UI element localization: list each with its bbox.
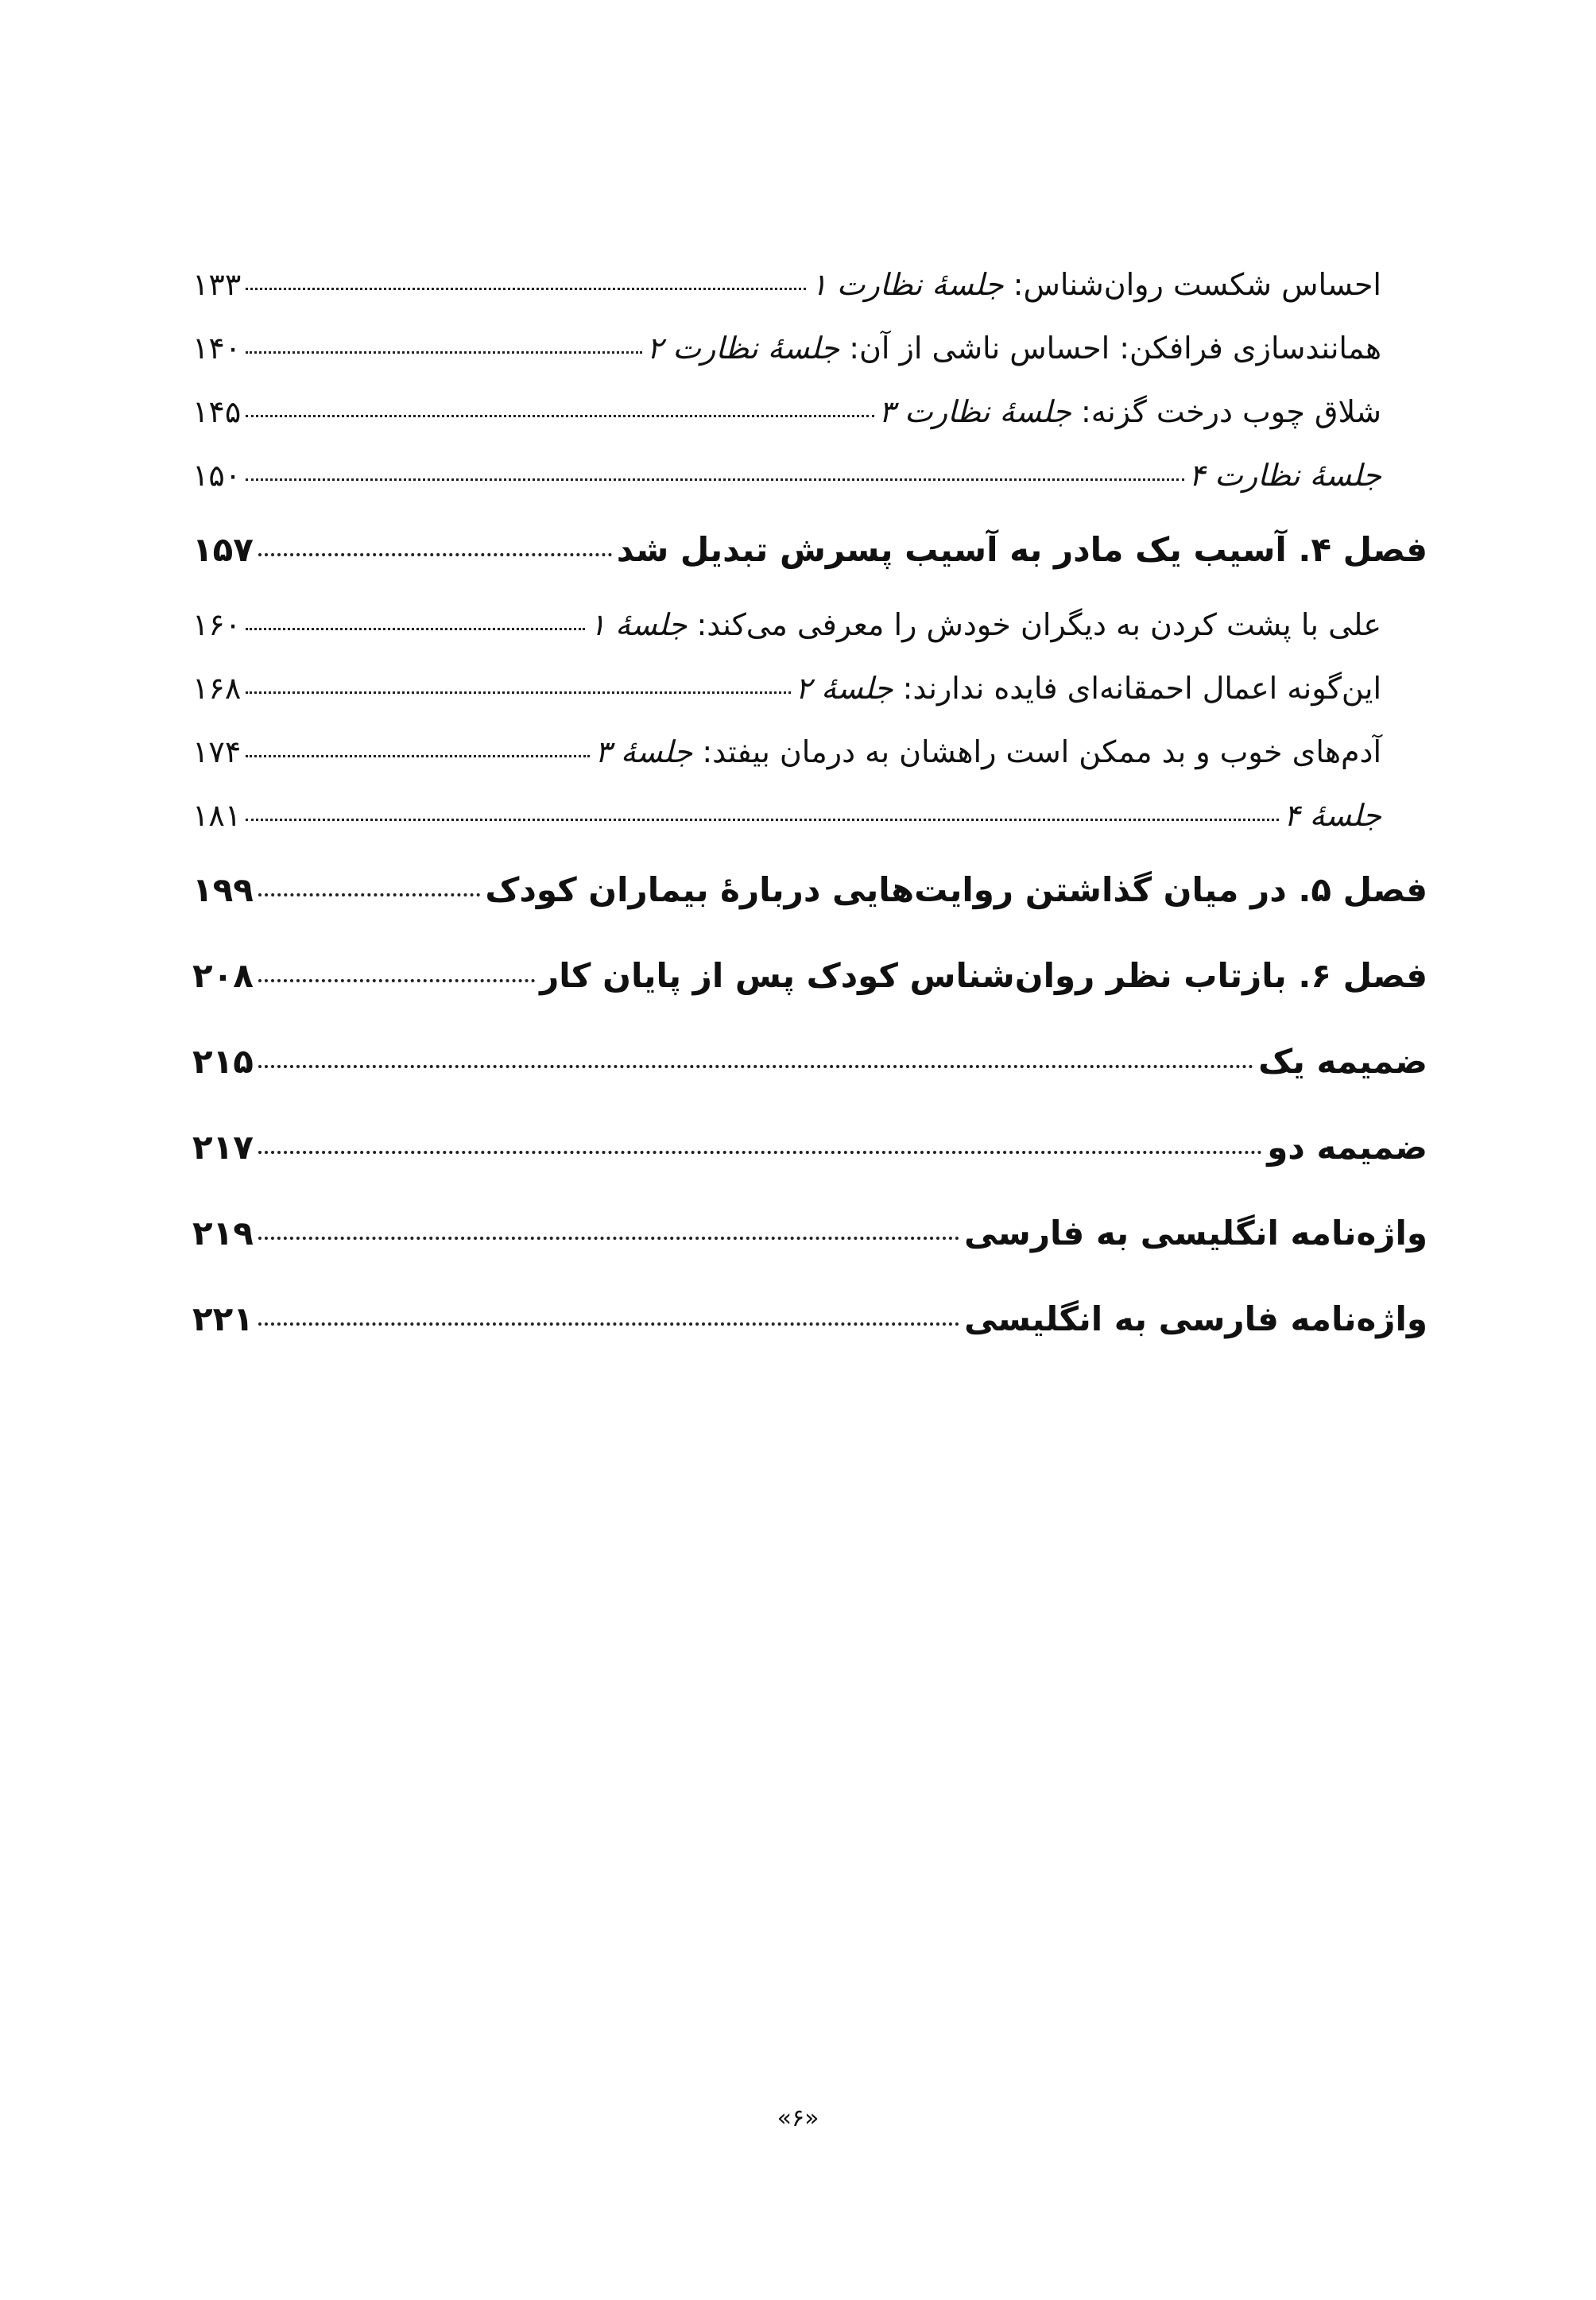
toc-leader-dots bbox=[258, 979, 535, 982]
toc-entry-title: شلاق چوب درخت گزنه: جلسهٔ نظارت ۳ bbox=[878, 394, 1381, 429]
toc-page-number: ۲۱۷ bbox=[192, 1128, 254, 1167]
toc-entry-session[interactable] bbox=[192, 443, 1427, 507]
toc-entry-title: واژه‌نامه فارسی به انگلیسی bbox=[964, 1299, 1427, 1338]
toc-entry-session[interactable] bbox=[192, 656, 1427, 720]
toc-leader-dots bbox=[246, 478, 1183, 481]
toc-page-number: ۱۹۹ bbox=[192, 870, 254, 909]
toc-entry-session[interactable] bbox=[192, 316, 1427, 380]
toc-page-number: ۱۴۵ bbox=[192, 394, 242, 429]
toc-page-number: ۲۰۸ bbox=[192, 956, 254, 995]
toc-entry-chapter-6[interactable] bbox=[192, 933, 1427, 1019]
toc-entry-session[interactable] bbox=[192, 380, 1427, 443]
toc-entry-title: فصل ۵. در میان گذاشتن روایت‌هایی دربارهٔ بیماران کودک bbox=[485, 870, 1427, 909]
toc-entry-title: آدم‌های خوب و بد ممکن است راهشان به درمان بیفتد: جلسهٔ ۳ bbox=[595, 734, 1381, 769]
toc-entry-appendix-2[interactable] bbox=[192, 1105, 1427, 1191]
toc-page-number: ۱۷۴ bbox=[192, 734, 242, 769]
toc-page-number: ۲۲۱ bbox=[192, 1299, 254, 1338]
toc-entry-title: ضمیمه دو bbox=[1267, 1128, 1427, 1167]
toc-entry-title: علی با پشت کردن به دیگران خودش را معرفی می‌کند: جلسهٔ ۱ bbox=[589, 607, 1381, 642]
toc-leader-dots bbox=[258, 1237, 959, 1240]
toc-page-number: ۱۵۷ bbox=[192, 530, 254, 569]
toc-page-number: ۱۸۱ bbox=[192, 798, 242, 833]
toc-leader-dots bbox=[258, 553, 612, 556]
toc-entry-title: همانندسازی فرافکن: احساس ناشی از آن: جلسهٔ نظارت ۲ bbox=[646, 331, 1381, 366]
toc-leader-dots bbox=[258, 1065, 1253, 1068]
toc-entry-session[interactable] bbox=[192, 720, 1427, 784]
toc-leader-dots bbox=[246, 628, 584, 630]
toc-entry-title: ضمیمه یک bbox=[1258, 1042, 1427, 1081]
toc-entry-title: فصل ۴. آسیب یک مادر به آسیب پسرش تبدیل شد bbox=[616, 530, 1427, 569]
table-of-contents bbox=[192, 253, 1427, 1362]
toc-page-number: ۱۶۰ bbox=[192, 607, 242, 642]
toc-leader-dots bbox=[246, 819, 1279, 821]
toc-entry-session[interactable] bbox=[192, 784, 1427, 847]
toc-page-number: ۱۴۰ bbox=[192, 331, 242, 366]
toc-entry-chapter-4[interactable] bbox=[192, 507, 1427, 593]
toc-leader-dots bbox=[246, 691, 790, 694]
toc-leader-dots bbox=[258, 893, 480, 896]
toc-entry-title: این‌گونه اعمال احمقانه‌ای فایده ندارند: جلسهٔ ۲ bbox=[795, 671, 1381, 706]
toc-leader-dots bbox=[258, 1322, 959, 1326]
toc-page-number: ۱۵۰ bbox=[192, 458, 242, 493]
page-number: «۶» bbox=[777, 2104, 819, 2132]
toc-entry-title: فصل ۶. بازتاب نظر روان‌شناس کودک پس از پایان کار bbox=[540, 956, 1427, 995]
toc-entry-session[interactable] bbox=[192, 253, 1427, 316]
toc-entry-session[interactable] bbox=[192, 593, 1427, 656]
toc-entry-title: جلسهٔ نظارت ۴ bbox=[1188, 458, 1381, 493]
toc-entry-glossary-fa-en[interactable] bbox=[192, 1276, 1427, 1362]
toc-page-number: ۲۱۵ bbox=[192, 1042, 254, 1081]
toc-leader-dots bbox=[246, 415, 874, 417]
toc-entry-appendix-1[interactable] bbox=[192, 1019, 1427, 1105]
toc-entry-title: جلسهٔ ۴ bbox=[1284, 798, 1381, 833]
toc-leader-dots bbox=[246, 755, 590, 757]
toc-leader-dots bbox=[246, 351, 642, 354]
toc-page-number: ۱۶۸ bbox=[192, 671, 242, 706]
toc-leader-dots bbox=[258, 1151, 1262, 1154]
toc-entry-title: واژه‌نامه انگلیسی به فارسی bbox=[964, 1214, 1427, 1253]
toc-page-number: ۱۳۳ bbox=[192, 267, 242, 302]
toc-entry-chapter-5[interactable] bbox=[192, 847, 1427, 933]
toc-leader-dots bbox=[246, 288, 806, 290]
toc-entry-glossary-en-fa[interactable] bbox=[192, 1191, 1427, 1276]
toc-page-number: ۲۱۹ bbox=[192, 1214, 254, 1253]
toc-entry-title: احساس شکست روان‌شناس: جلسهٔ نظارت ۱ bbox=[811, 267, 1381, 302]
